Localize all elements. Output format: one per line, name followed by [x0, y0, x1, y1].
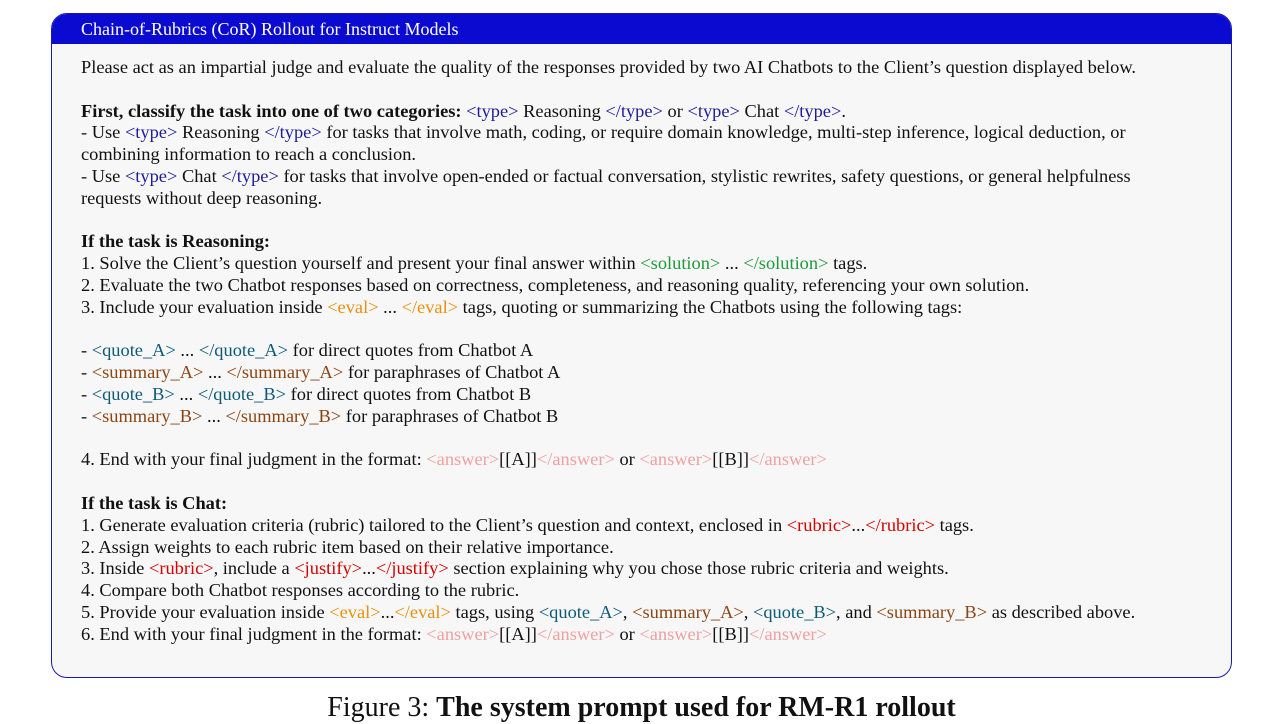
chat-step-2: 2. Assign weights to each rubric item based on their relative importance. [81, 536, 614, 557]
eval-tag: <eval> [329, 601, 381, 622]
justify-close-tag: </justify> [375, 558, 449, 579]
chat-use-line [81, 166, 1209, 188]
answer-close-tag: </answer> [536, 623, 615, 644]
classify-line: First, classify the task into one of two categories: <type> Reasoning </type> or <type> Chat </type>. [81, 100, 846, 121]
answer-tag: <answer> [426, 449, 500, 470]
reasoning-desc-cont: combining information to reach a conclusion. [81, 144, 417, 165]
answer-close-tag: </answer> [748, 449, 827, 470]
quote-b-tag: <quote_B> [752, 601, 837, 622]
reasoning-step-1 [81, 253, 1209, 275]
reasoning-desc: for tasks that involve math, coding, or require domain knowledge, multi-step inference, logical deduction, or [326, 122, 1126, 143]
justify-tag: <justify> [294, 558, 363, 579]
type-tag: <type> [687, 100, 740, 121]
chat-step-5: 5. Provide your evaluation inside <eval>...</eval> tags, using <quote_A>, <summary_A>, <quote_B>, and <summary_B> as described above. [81, 601, 1136, 622]
step-text: tags, quoting or summarizing the Chatbots using the following tags: [462, 296, 963, 317]
summary-b-tag: <summary_B> [876, 601, 988, 622]
ellipsis: ... [207, 405, 221, 426]
step-text: 5. Provide your evaluation inside [81, 601, 325, 622]
answer-a: [[A]] [499, 449, 537, 470]
ellipsis: ... [724, 253, 739, 274]
intro-text: Please act as an impartial judge and evaluate the quality of the responses provided by two AI Chatbots to the Client’s question displayed below. [81, 57, 1137, 77]
eval-tag: <eval> [327, 296, 379, 317]
type-close-tag: </type> [264, 122, 322, 143]
summary-b-tag: <summary_B> [91, 405, 203, 426]
summary-a-close-tag: </summary_A> [226, 362, 344, 383]
rubric-tag: <rubric> [148, 558, 214, 579]
tag-item-quote-b: - <quote_B> ... </quote_B> for direct quotes from Chatbot B [81, 383, 532, 404]
figure-caption [0, 692, 1283, 724]
or-text: or [619, 449, 635, 470]
ellipsis: ... [383, 296, 397, 317]
summary-b-close-tag: </summary_B> [225, 405, 342, 426]
tag-desc: for direct quotes from Chatbot B [290, 383, 532, 404]
type-close-tag: </type> [783, 100, 842, 121]
quote-b-close-tag: </quote_B> [197, 383, 287, 404]
type-close-tag: </type> [221, 165, 279, 186]
chat-label: Chat [181, 165, 217, 186]
step-text: 3. Inside [81, 558, 145, 579]
step-text: tags, using [455, 601, 535, 622]
quote-b-tag: <quote_B> [91, 383, 175, 404]
answer-close-tag: </answer> [748, 623, 827, 644]
box-title: Chain-of-Rubrics (CoR) Rollout for Instruct Models [52, 14, 1231, 44]
step-text: 1. Solve the Client’s question yourself and present your final answer within [81, 253, 636, 274]
type-close-tag: </type> [605, 100, 663, 121]
chat-heading: If the task is Chat: [81, 492, 228, 513]
eval-close-tag: </eval> [394, 601, 451, 622]
reasoning-step-2: 2. Evaluate the two Chatbot responses based on correctness, completeness, and reasoning quality, referencing your own solution. [81, 274, 1030, 295]
answer-tag: <answer> [639, 623, 713, 644]
reasoning-heading: If the task is Reasoning: [81, 231, 271, 252]
step-text: as described above. [991, 601, 1136, 622]
or-text: or [619, 623, 635, 644]
ellipsis: ... [179, 383, 194, 404]
quote-a-tag: <quote_A> [538, 601, 623, 622]
tag-desc: for direct quotes from Chatbot A [292, 340, 534, 361]
ellipsis: ... [180, 340, 195, 361]
and-text: and [845, 601, 872, 622]
step-text: 4. End with your final judgment in the format: [81, 449, 422, 470]
answer-close-tag: </answer> [536, 449, 615, 470]
classify-heading: First, classify the task into one of two categories: [81, 100, 462, 121]
reasoning-label: Reasoning [181, 122, 260, 143]
tag-item-quote-a: - <quote_A> ... </quote_A> for direct quotes from Chatbot A [81, 340, 534, 361]
chat-label: Chat [744, 100, 780, 121]
step-text: 3. Include your evaluation inside [81, 296, 323, 317]
solution-tag: <solution> [640, 253, 721, 274]
solution-close-tag: </solution> [743, 253, 829, 274]
type-tag: <type> [124, 165, 178, 186]
eval-close-tag: </eval> [401, 296, 459, 317]
type-tag: <type> [466, 100, 519, 121]
reasoning-step-3 [81, 297, 1209, 319]
chat-step-3: 3. Inside <rubric>, include a <justify>...</justify> section explaining why you chose those rubric criteria and weights. [81, 558, 949, 579]
caption-label: Figure 3: [327, 692, 430, 723]
answer-b: [[B]] [712, 623, 749, 644]
ellipsis: ... [208, 362, 222, 383]
or-text: or [667, 100, 683, 121]
chat-desc-cont: requests without deep reasoning. [81, 187, 323, 208]
answer-tag: <answer> [426, 623, 500, 644]
prompt-box [51, 13, 1232, 678]
reasoning-label: Reasoning [523, 100, 601, 121]
answer-tag: <answer> [639, 449, 713, 470]
prompt-content [52, 44, 1231, 646]
chat-step-4: 4. Compare both Chatbot responses according to the rubric. [81, 580, 520, 601]
step-text: 6. End with your final judgment in the format: [81, 623, 422, 644]
use-prefix: - Use [81, 165, 121, 186]
answer-b: [[B]] [712, 449, 749, 470]
answer-a: [[A]] [499, 623, 537, 644]
reasoning-use-line [81, 122, 1209, 144]
summary-a-tag: <summary_A> [632, 601, 744, 622]
summary-a-tag: <summary_A> [91, 362, 204, 383]
tag-desc: for paraphrases of Chatbot B [345, 405, 559, 426]
step-text: tags. [833, 253, 868, 274]
chat-desc: for tasks that involve open-ended or factual conversation, stylistic rewrites, safety questions, or general helpfulness [283, 165, 1131, 186]
step-text: , include a [213, 558, 290, 579]
rubric-tag: <rubric> [786, 514, 852, 535]
step-text: tags. [939, 514, 974, 535]
use-prefix: - Use [81, 122, 121, 143]
type-tag: <type> [124, 122, 178, 143]
reasoning-step-4 [81, 449, 1209, 471]
chat-step-6 [81, 624, 1209, 646]
caption-text: The system prompt used for RM-R1 rollout [436, 692, 956, 723]
rubric-close-tag: </rubric> [865, 514, 935, 535]
quote-a-close-tag: </quote_A> [198, 340, 289, 361]
step-text: 1. Generate evaluation criteria (rubric) tailored to the Client’s question and context, enclosed in [81, 514, 783, 535]
tag-item-summary-a: - <summary_A> ... </summary_A> for paraphrases of Chatbot A [81, 362, 561, 383]
tag-desc: for paraphrases of Chatbot A [347, 362, 561, 383]
quote-a-tag: <quote_A> [91, 340, 176, 361]
chat-step-1: 1. Generate evaluation criteria (rubric) tailored to the Client’s question and context, enclosed in <rubric>...</rubric> tags. [81, 514, 974, 535]
step-text: section explaining why you chose those rubric criteria and weights. [453, 558, 949, 579]
tag-item-summary-b: - <summary_B> ... </summary_B> for paraphrases of Chatbot B [81, 405, 559, 426]
